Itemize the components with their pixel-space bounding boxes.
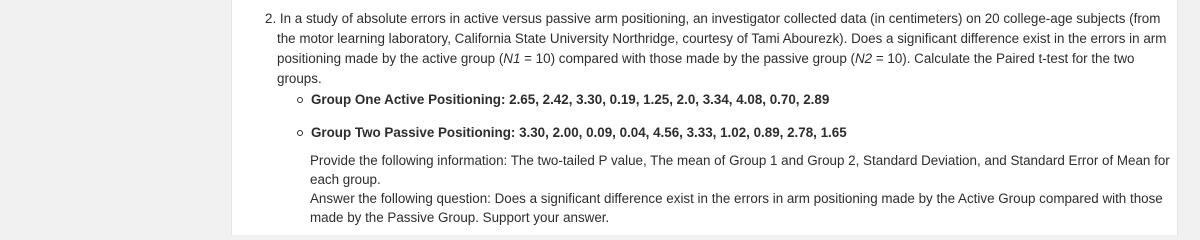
question-part-2: = 10) compared with those made by the passive group ( [520, 51, 855, 66]
group-two-data: Group Two Passive Positioning: 3.30, 2.00, 0.09, 0.04, 4.56, 3.33, 1.02, 0.89, 2.78, 1.65 [311, 125, 847, 140]
question-text [265, 9, 1182, 89]
question-card [231, 0, 1178, 235]
group-one-data: Group One Active Positioning: 2.65, 2.42, 3.30, 0.19, 1.25, 2.0, 3.34, 4.08, 0.70, 2.89 [311, 92, 830, 107]
answer-instructions: Answer the following question: Does a significant difference exist in the errors in arm positioning made by the Active Group compared with those made by the Passive Group. Support your answer. [310, 191, 1163, 225]
question-part-3: = 10). Calculate the Paired t-test for the two groups. [277, 51, 1135, 86]
provide-instructions: Provide the following information: The two-tailed P value, The mean of Group 1 and Group 2, Standard Deviation, and Standard Error of Mean for each group. [310, 153, 1170, 187]
n2-symbol: N2 [855, 51, 873, 66]
n1-symbol: N1 [503, 51, 521, 66]
group-list [297, 90, 847, 156]
bullet-icon [297, 97, 303, 103]
bullet-icon [297, 130, 303, 136]
list-item-group-two [297, 123, 847, 143]
question-part-1: 2. In a study of absolute errors in active versus passive arm positioning, an investigator collected data (in centimeters) on 20 college-age subjects (from the motor learning laboratory, California State University Northridge, courtesy of Tami Abourezk). Does a significant difference exist in the errors in arm positioning made by the active group ( [265, 11, 1167, 66]
list-item-group-one [297, 90, 847, 110]
instructions [310, 151, 1170, 227]
